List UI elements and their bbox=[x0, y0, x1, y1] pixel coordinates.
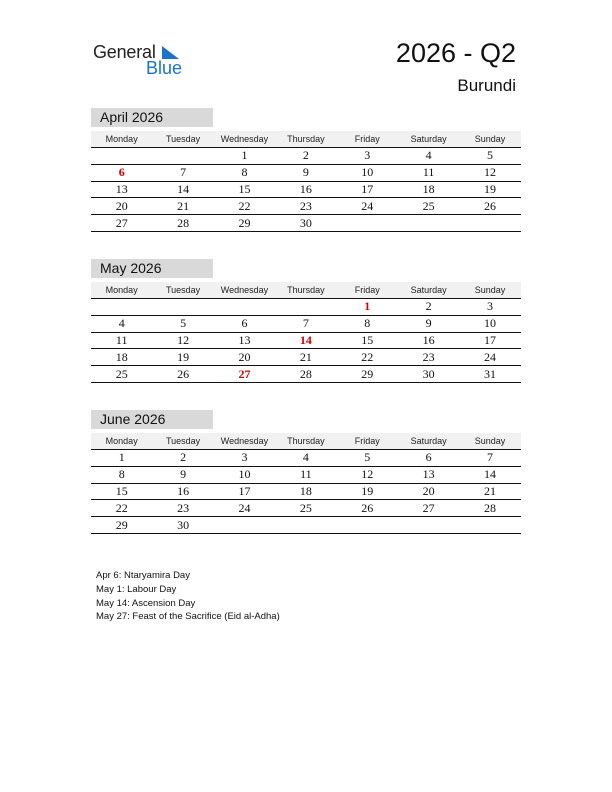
month-label: May 2026 bbox=[91, 259, 213, 278]
holiday-note: May 14: Ascension Day bbox=[96, 597, 196, 609]
day-cell: 7 bbox=[302, 316, 309, 331]
day-cell: 6 bbox=[425, 450, 432, 465]
day-cell: 6 bbox=[241, 316, 248, 331]
day-cell: 2 bbox=[302, 148, 309, 163]
week-row bbox=[91, 467, 521, 484]
month-label: June 2026 bbox=[91, 410, 213, 429]
weekday-header: Friday bbox=[354, 285, 380, 295]
day-cell: 16 bbox=[422, 332, 435, 347]
weekday-header: Sunday bbox=[474, 134, 506, 144]
day-cell: 23 bbox=[299, 198, 312, 213]
weekday-header: Sunday bbox=[474, 285, 506, 295]
week-row bbox=[91, 333, 521, 350]
day-cell: 20 bbox=[115, 198, 128, 213]
day-cell: 5 bbox=[487, 148, 494, 163]
holiday-notes bbox=[96, 569, 280, 624]
day-cell: 12 bbox=[484, 165, 497, 180]
week-row bbox=[91, 165, 521, 182]
week-row bbox=[91, 182, 521, 199]
week-row bbox=[91, 349, 521, 366]
month-may bbox=[91, 259, 521, 383]
day-cell: 11 bbox=[115, 332, 128, 347]
weekday-header: Wednesday bbox=[220, 134, 269, 144]
weekday-header: Tuesday bbox=[165, 436, 201, 446]
day-cell: 6 bbox=[118, 165, 125, 180]
day-cell: 10 bbox=[484, 316, 497, 331]
logo-word-general: General bbox=[93, 42, 156, 62]
day-cell: 21 bbox=[299, 349, 312, 364]
day-cell: 12 bbox=[177, 332, 190, 347]
day-cell: 17 bbox=[484, 332, 497, 347]
week-row bbox=[91, 484, 521, 501]
holiday-note: Apr 6: Ntaryamira Day bbox=[96, 570, 190, 581]
month-april bbox=[91, 108, 521, 232]
holiday-note: May 1: Labour Day bbox=[96, 583, 177, 595]
day-cell: 4 bbox=[425, 148, 432, 163]
weekday-header: Tuesday bbox=[165, 134, 201, 144]
day-cell: 15 bbox=[361, 332, 374, 347]
weekday-header: Saturday bbox=[410, 436, 447, 446]
day-cell: 1 bbox=[364, 299, 371, 314]
day-cell: 26 bbox=[484, 198, 497, 213]
day-cell: 3 bbox=[364, 148, 371, 163]
day-cell: 3 bbox=[487, 299, 494, 314]
day-cell: 4 bbox=[302, 450, 309, 465]
day-cell: 29 bbox=[238, 215, 251, 230]
day-cell: 11 bbox=[300, 467, 312, 482]
day-cell: 17 bbox=[361, 181, 374, 196]
day-cell: 29 bbox=[361, 366, 374, 381]
day-cell: 14 bbox=[484, 467, 497, 482]
day-cell: 25 bbox=[115, 366, 128, 381]
day-cell: 3 bbox=[241, 450, 248, 465]
day-cell: 17 bbox=[238, 483, 251, 498]
day-cell: 18 bbox=[115, 349, 128, 364]
day-cell: 9 bbox=[180, 467, 187, 482]
day-cell: 30 bbox=[299, 215, 312, 230]
weekday-header: Saturday bbox=[410, 285, 447, 295]
day-cell: 25 bbox=[422, 198, 435, 213]
day-cell: 18 bbox=[299, 483, 312, 498]
day-cell: 11 bbox=[422, 165, 435, 180]
day-cell: 28 bbox=[299, 366, 312, 381]
week-row bbox=[91, 316, 521, 333]
day-cell: 22 bbox=[361, 349, 374, 364]
day-cell: 30 bbox=[177, 517, 190, 532]
day-cell: 1 bbox=[118, 450, 125, 465]
day-cell: 8 bbox=[118, 467, 125, 482]
day-cell: 22 bbox=[238, 198, 251, 213]
week-row bbox=[91, 517, 521, 534]
day-cell: 21 bbox=[484, 483, 497, 498]
day-cell: 13 bbox=[115, 181, 128, 196]
day-cell: 5 bbox=[364, 450, 371, 465]
month-grid bbox=[91, 433, 521, 534]
day-cell: 23 bbox=[422, 349, 435, 364]
day-cell: 10 bbox=[361, 165, 374, 180]
weekday-header-row bbox=[91, 282, 521, 299]
day-cell: 12 bbox=[361, 467, 374, 482]
weekday-header-row bbox=[91, 131, 521, 148]
day-cell: 29 bbox=[115, 517, 128, 532]
month-label: April 2026 bbox=[91, 108, 213, 127]
weekday-header: Thursday bbox=[287, 285, 325, 295]
day-cell: 7 bbox=[180, 165, 187, 180]
day-cell: 2 bbox=[180, 450, 187, 465]
day-cell: 15 bbox=[238, 181, 251, 196]
day-cell: 19 bbox=[361, 483, 374, 498]
day-cell: 18 bbox=[422, 181, 435, 196]
day-cell: 22 bbox=[115, 500, 128, 515]
weekday-header: Monday bbox=[105, 285, 138, 295]
page-title: 2026 - Q2 bbox=[395, 38, 516, 68]
weekday-header-row bbox=[91, 433, 521, 450]
week-row bbox=[91, 198, 521, 215]
weekday-header: Thursday bbox=[287, 436, 325, 446]
day-cell: 15 bbox=[115, 483, 128, 498]
day-cell: 8 bbox=[364, 316, 371, 331]
day-cell: 27 bbox=[115, 215, 128, 230]
holiday-note: May 27: Feast of the Sacrifice (Eid al-Adha) bbox=[96, 611, 280, 623]
week-row bbox=[91, 299, 521, 316]
day-cell: 9 bbox=[302, 165, 309, 180]
day-cell: 24 bbox=[361, 198, 374, 213]
day-cell: 28 bbox=[177, 215, 190, 230]
day-cell: 24 bbox=[238, 500, 251, 515]
day-cell: 27 bbox=[422, 500, 435, 515]
day-cell: 31 bbox=[484, 366, 497, 381]
weekday-header: Friday bbox=[354, 436, 380, 446]
month-june bbox=[91, 410, 521, 534]
logo-word-blue: Blue bbox=[146, 58, 183, 78]
day-cell: 21 bbox=[177, 198, 190, 213]
month-grid bbox=[91, 282, 521, 383]
weekday-header: Saturday bbox=[410, 134, 447, 144]
month-grid bbox=[91, 131, 521, 232]
weekday-header: Monday bbox=[105, 134, 138, 144]
day-cell: 26 bbox=[361, 500, 374, 515]
day-cell: 7 bbox=[487, 450, 494, 465]
day-cell: 23 bbox=[177, 500, 190, 515]
day-cell: 19 bbox=[484, 181, 497, 196]
weekday-header: Monday bbox=[105, 436, 138, 446]
day-cell: 13 bbox=[422, 467, 435, 482]
day-cell: 10 bbox=[238, 467, 251, 482]
day-cell: 4 bbox=[118, 316, 125, 331]
weekday-header: Wednesday bbox=[220, 285, 269, 295]
day-cell: 28 bbox=[484, 500, 497, 515]
day-cell: 20 bbox=[422, 483, 435, 498]
weekday-header: Sunday bbox=[474, 436, 506, 446]
day-cell: 24 bbox=[484, 349, 497, 364]
day-cell: 27 bbox=[238, 366, 251, 381]
day-cell: 20 bbox=[238, 349, 251, 364]
day-cell: 14 bbox=[299, 332, 312, 347]
generalblue-logo bbox=[93, 40, 193, 80]
day-cell: 16 bbox=[177, 483, 190, 498]
day-cell: 30 bbox=[422, 366, 435, 381]
week-row bbox=[91, 450, 521, 467]
day-cell: 16 bbox=[299, 181, 312, 196]
day-cell: 19 bbox=[177, 349, 190, 364]
day-cell: 8 bbox=[241, 165, 248, 180]
day-cell: 26 bbox=[177, 366, 190, 381]
week-row bbox=[91, 500, 521, 517]
day-cell: 1 bbox=[241, 148, 248, 163]
day-cell: 13 bbox=[238, 332, 251, 347]
weekday-header: Wednesday bbox=[220, 436, 269, 446]
country-name: Burundi bbox=[457, 76, 516, 95]
week-row bbox=[91, 366, 521, 383]
week-row bbox=[91, 215, 521, 232]
weekday-header: Tuesday bbox=[165, 285, 201, 295]
week-row bbox=[91, 148, 521, 165]
day-cell: 2 bbox=[425, 299, 432, 314]
day-cell: 14 bbox=[177, 181, 190, 196]
weekday-header: Friday bbox=[354, 134, 380, 144]
weekday-header: Thursday bbox=[287, 134, 325, 144]
day-cell: 5 bbox=[180, 316, 187, 331]
day-cell: 25 bbox=[299, 500, 312, 515]
day-cell: 9 bbox=[425, 316, 432, 331]
